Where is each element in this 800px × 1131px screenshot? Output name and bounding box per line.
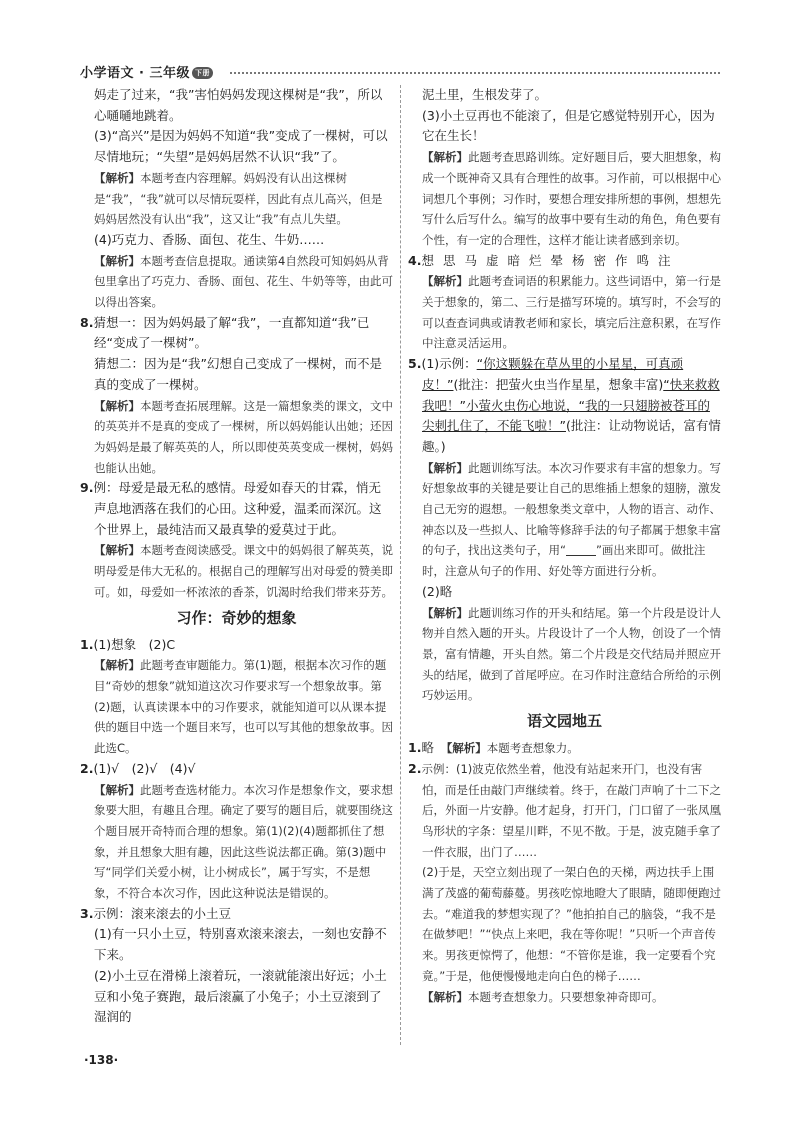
answer-text: 示例：(1)波克依然坐着，他没有站起来开门，也没有害怕，而是任由敲门声继续着。终于，在敲门声响了十二下之后，外面一片安静。他才起身，打开门，门口留了一张凤凰鸟形状的字条：望星川畔，不见不散。于是，波克随手拿了一件衣服，出门了…… <box>421 761 721 859</box>
analysis-block <box>408 147 721 251</box>
analysis-block <box>80 655 393 759</box>
analysis-tag: 【解析】 <box>446 741 487 756</box>
answer-text: 示例：滚来滚去的小土豆 <box>93 905 231 921</box>
answer-text: 略 <box>421 740 434 756</box>
analysis-block <box>80 168 393 230</box>
analysis-text: ”画出来即可。做批注时，注意从句子的作用、好处等方面进行分析。 <box>422 543 706 579</box>
annotation-text: (批注：让动物说话，富有情趣。) <box>422 418 721 454</box>
page-number: ·138· <box>84 1053 119 1067</box>
analysis-text: 此题训练习作的开头和结尾。第一个片段是设计人物并自然入题的开头。片段设计了一个人物，创设了一个情景，富有情趣，开头自然。第二个片段是交代结局并照应开头的结尾，做到了首尾呼应。在习作时注意结合所给的示例巧妙运用。 <box>422 605 721 703</box>
analysis-block <box>408 458 721 582</box>
analysis-tag: 【解析】 <box>422 460 468 475</box>
analysis-tag: 【解析】 <box>94 170 140 185</box>
analysis-text: 本题考查阅读感受。课文中的妈妈很了解英英，说明母爱是伟大无私的。根据自己的理解写出对母爱的赞美即可。如，母爱如一杯浓浓的香茶，饥渴时给我们带来芬芳。 <box>94 543 393 599</box>
book-title <box>80 62 213 81</box>
analysis-block <box>408 603 721 707</box>
question-number: 1. <box>408 740 422 756</box>
underlined-sentence: “快来救救我吧！”小萤火虫伤心地说，“我的一只翅膀被苍耳的尖刺扎住了，不能飞啦！” <box>422 376 720 434</box>
analysis-block <box>408 987 721 1008</box>
analysis-tag: 【解析】 <box>422 605 468 620</box>
answer-text: (1)示例： <box>421 356 477 372</box>
answer-text: (3)小土豆再也不能滚了，但是它感觉特别开心，因为它在生长！ <box>422 107 715 144</box>
answer-text: 泥土里，生根发芽了。 <box>422 87 548 102</box>
question-number: 1. <box>80 636 94 652</box>
question-number: 4. <box>408 252 422 268</box>
question-number: 8. <box>80 314 94 330</box>
question-number: 3. <box>80 905 94 921</box>
analysis-text: 此题考查选材能力。本次习作是想象作文，要求想象要大胆，有趣且合理。确定了要写的题目后，就要围绕这个题目展开奇特而合理的想象。第(1)(2)(4)题都抓住了想象，并且想象大胆有趣，因此这些说法都正确。第(3)题中写“同学们关爱小树，让小树成长”，属于写实，不是想象，不符合本次习作，因此这种说法是错误的。 <box>94 782 393 901</box>
analysis-tag: 【解析】 <box>94 398 140 413</box>
annotation-text: (批注：把萤火虫当作星星，想象丰富) <box>453 376 664 392</box>
underlined-sentence: “你这颗躲在草丛里的小星星，可真顽皮！” <box>422 356 684 392</box>
analysis-text: 此题训练写法。本次习作要求有丰富的想象力。写好想象故事的关键是要让自己的思维插上想象的翅膀，激发自己无穷的遐想。一般想象类文章中，人物的语言、动作、神态以及一些拟人、比喻等修辞手法的句子都属于想象丰富的句子，找出这类句子，用“ <box>422 460 721 558</box>
answer-text: 妈走了过来，“我”害怕妈妈发现这棵树是“我”，所以心嗵嗵地跳着。 <box>94 87 383 123</box>
right-column <box>408 85 721 1007</box>
analysis-text: 本题考查想象力。只要想象神奇即可。 <box>468 989 664 1004</box>
question-4 <box>408 251 721 272</box>
answer-text: (2)于是，天空立刻出现了一架白色的天梯，两边扶手上围满了茂盛的葡萄藤蔓。男孩吃惊地瞪大了眼睛，随即便跑过去。“难道我的梦想实现了？”他拍拍自己的脑袋，“我不是在做梦吧！”“快点上来吧，我在等你呢！”只听一个声音传来。男孩更惊愕了，他想：“不管你是谁，我一定要看个究竟。”于是，他便慢慢地走向白色的梯子…… <box>422 865 721 983</box>
answer-text: 例：母爱是最无私的感情。母爱如春天的甘霖，悄无声息地洒落在我们的心田。这种爱，温柔而深沉。这个世界上，最纯洁而又最真挚的爱莫过于此。 <box>93 480 382 537</box>
analysis-text: 此题考查词语的积累能力。这些词语中，第一行是关于想象的，第二、三行是描写环境的。填写时，不会写的可以查查词典或请教老师和家长，填完后注意积累，在写作中注意灵活运用。 <box>422 274 721 351</box>
question-number: 2. <box>408 760 422 776</box>
answer-text: (1)有一只小土豆，特别喜欢滚来滚去，一刻也安静不下来。 <box>94 926 387 963</box>
analysis-block <box>80 540 393 602</box>
analysis-tag: 【解析】 <box>422 989 468 1004</box>
header-dotted-rule <box>230 72 720 74</box>
analysis-tag: 【解析】 <box>94 658 140 673</box>
header-title-text: 小学语文 · 三年级 <box>80 66 190 81</box>
question-1 <box>80 635 393 656</box>
question-9 <box>80 478 393 540</box>
question-1 <box>408 738 721 759</box>
question-number: 2. <box>80 760 94 776</box>
section-heading: 语文园地五 <box>526 712 602 731</box>
column-divider <box>400 85 401 1045</box>
analysis-text: 此题考查思路训练。定好题目后，要大胆想象，构成一个既神奇又具有合理性的故事。习作前，可以根据中心词想几个事例；习作时，要想合理安排所想的事例，想想先写什么后写什么。编写的故事中要有生动的角色，角色要有个性，有一定的合理性，这样才能让读者感到亲切。 <box>422 150 721 247</box>
question-2 <box>80 759 393 780</box>
left-column <box>80 85 393 1028</box>
analysis-block <box>408 271 721 354</box>
answer-text: (3)“高兴”是因为妈妈不知道“我”变成了一棵树，可以尽情地玩；“失望”是妈妈居然不认识“我”了。 <box>94 128 388 165</box>
analysis-block <box>80 396 393 479</box>
page-header <box>80 62 720 84</box>
analysis-text: 此题考查审题能力。第(1)题，根据本次习作的题目“奇妙的想象”就知道这次习作要求写一个想象故事。第(2)题，认真读课本中的习作要求，就能知道可以从课本提供的题目中选一个题目来写，也可以写其他的想象故事。因此选C。 <box>94 658 393 756</box>
analysis-block <box>80 780 393 904</box>
answer-text: (1)√ (2)√ (4)√ <box>93 760 196 776</box>
question-2 <box>408 759 721 863</box>
question-3 <box>80 904 393 925</box>
answer-text: 猜想一：因为妈妈最了解“我”，一直都知道“我”已经“变成了一棵树”。 <box>93 314 370 351</box>
analysis-text: 本题考查信息提取。通读第4自然段可知妈妈从背包里拿出了巧克力、香肠、面包、花生、牛奶等等，由此可以得出答案。 <box>94 253 393 310</box>
question-number: 5. <box>408 356 422 372</box>
question-5 <box>408 354 721 458</box>
analysis-tag: 【解析】 <box>422 274 468 289</box>
volume-badge: 下册 <box>192 67 213 79</box>
answer-text: (4)巧克力、香肠、面包、花生、牛奶…… <box>94 231 325 247</box>
answer-text: (1)想象 (2)C <box>93 636 176 652</box>
section-heading: 习作：奇妙的想象 <box>176 608 297 627</box>
answer-text: (2)略 <box>422 583 453 599</box>
analysis-text: 本题考查拓展理解。这是一篇想象类的课文，文中的英英并不是真的变成了一棵树，所以妈妈能认出她；还因为妈妈是最了解英英的人，所以即使英英变成一棵树，妈妈也能认出她。 <box>94 398 393 475</box>
analysis-text: 本题考查想象力。 <box>486 741 579 756</box>
analysis-tag: 【解析】 <box>422 150 468 165</box>
question-8 <box>80 313 393 354</box>
analysis-tag: 【解析】 <box>94 253 140 268</box>
answer-words: 想思马虚暗烂晕杨密作鸣注 <box>421 252 680 268</box>
question-number: 9. <box>80 480 94 496</box>
answer-text: 猜想二：因为是“我”幻想自己变成了一棵树，而不是真的变成了一棵树。 <box>94 356 382 392</box>
analysis-tag: 【解析】 <box>94 543 140 558</box>
answer-text: (2)小土豆在滑梯上滚着玩，一滚就能滚出好远；小土豆和小兔子赛跑，最后滚赢了小兔子；小土豆滚到了湿润的 <box>94 967 387 1025</box>
underline-blank <box>566 543 596 556</box>
analysis-tag: 【解析】 <box>94 782 140 797</box>
analysis-text: 本题考查内容理解。妈妈没有认出这棵树是“我”，“我”就可以尽情玩耍样，因此有点儿高兴，但是妈妈居然没有认出“我”，这又让“我”有点儿失望。 <box>94 170 383 227</box>
analysis-block <box>80 251 393 313</box>
